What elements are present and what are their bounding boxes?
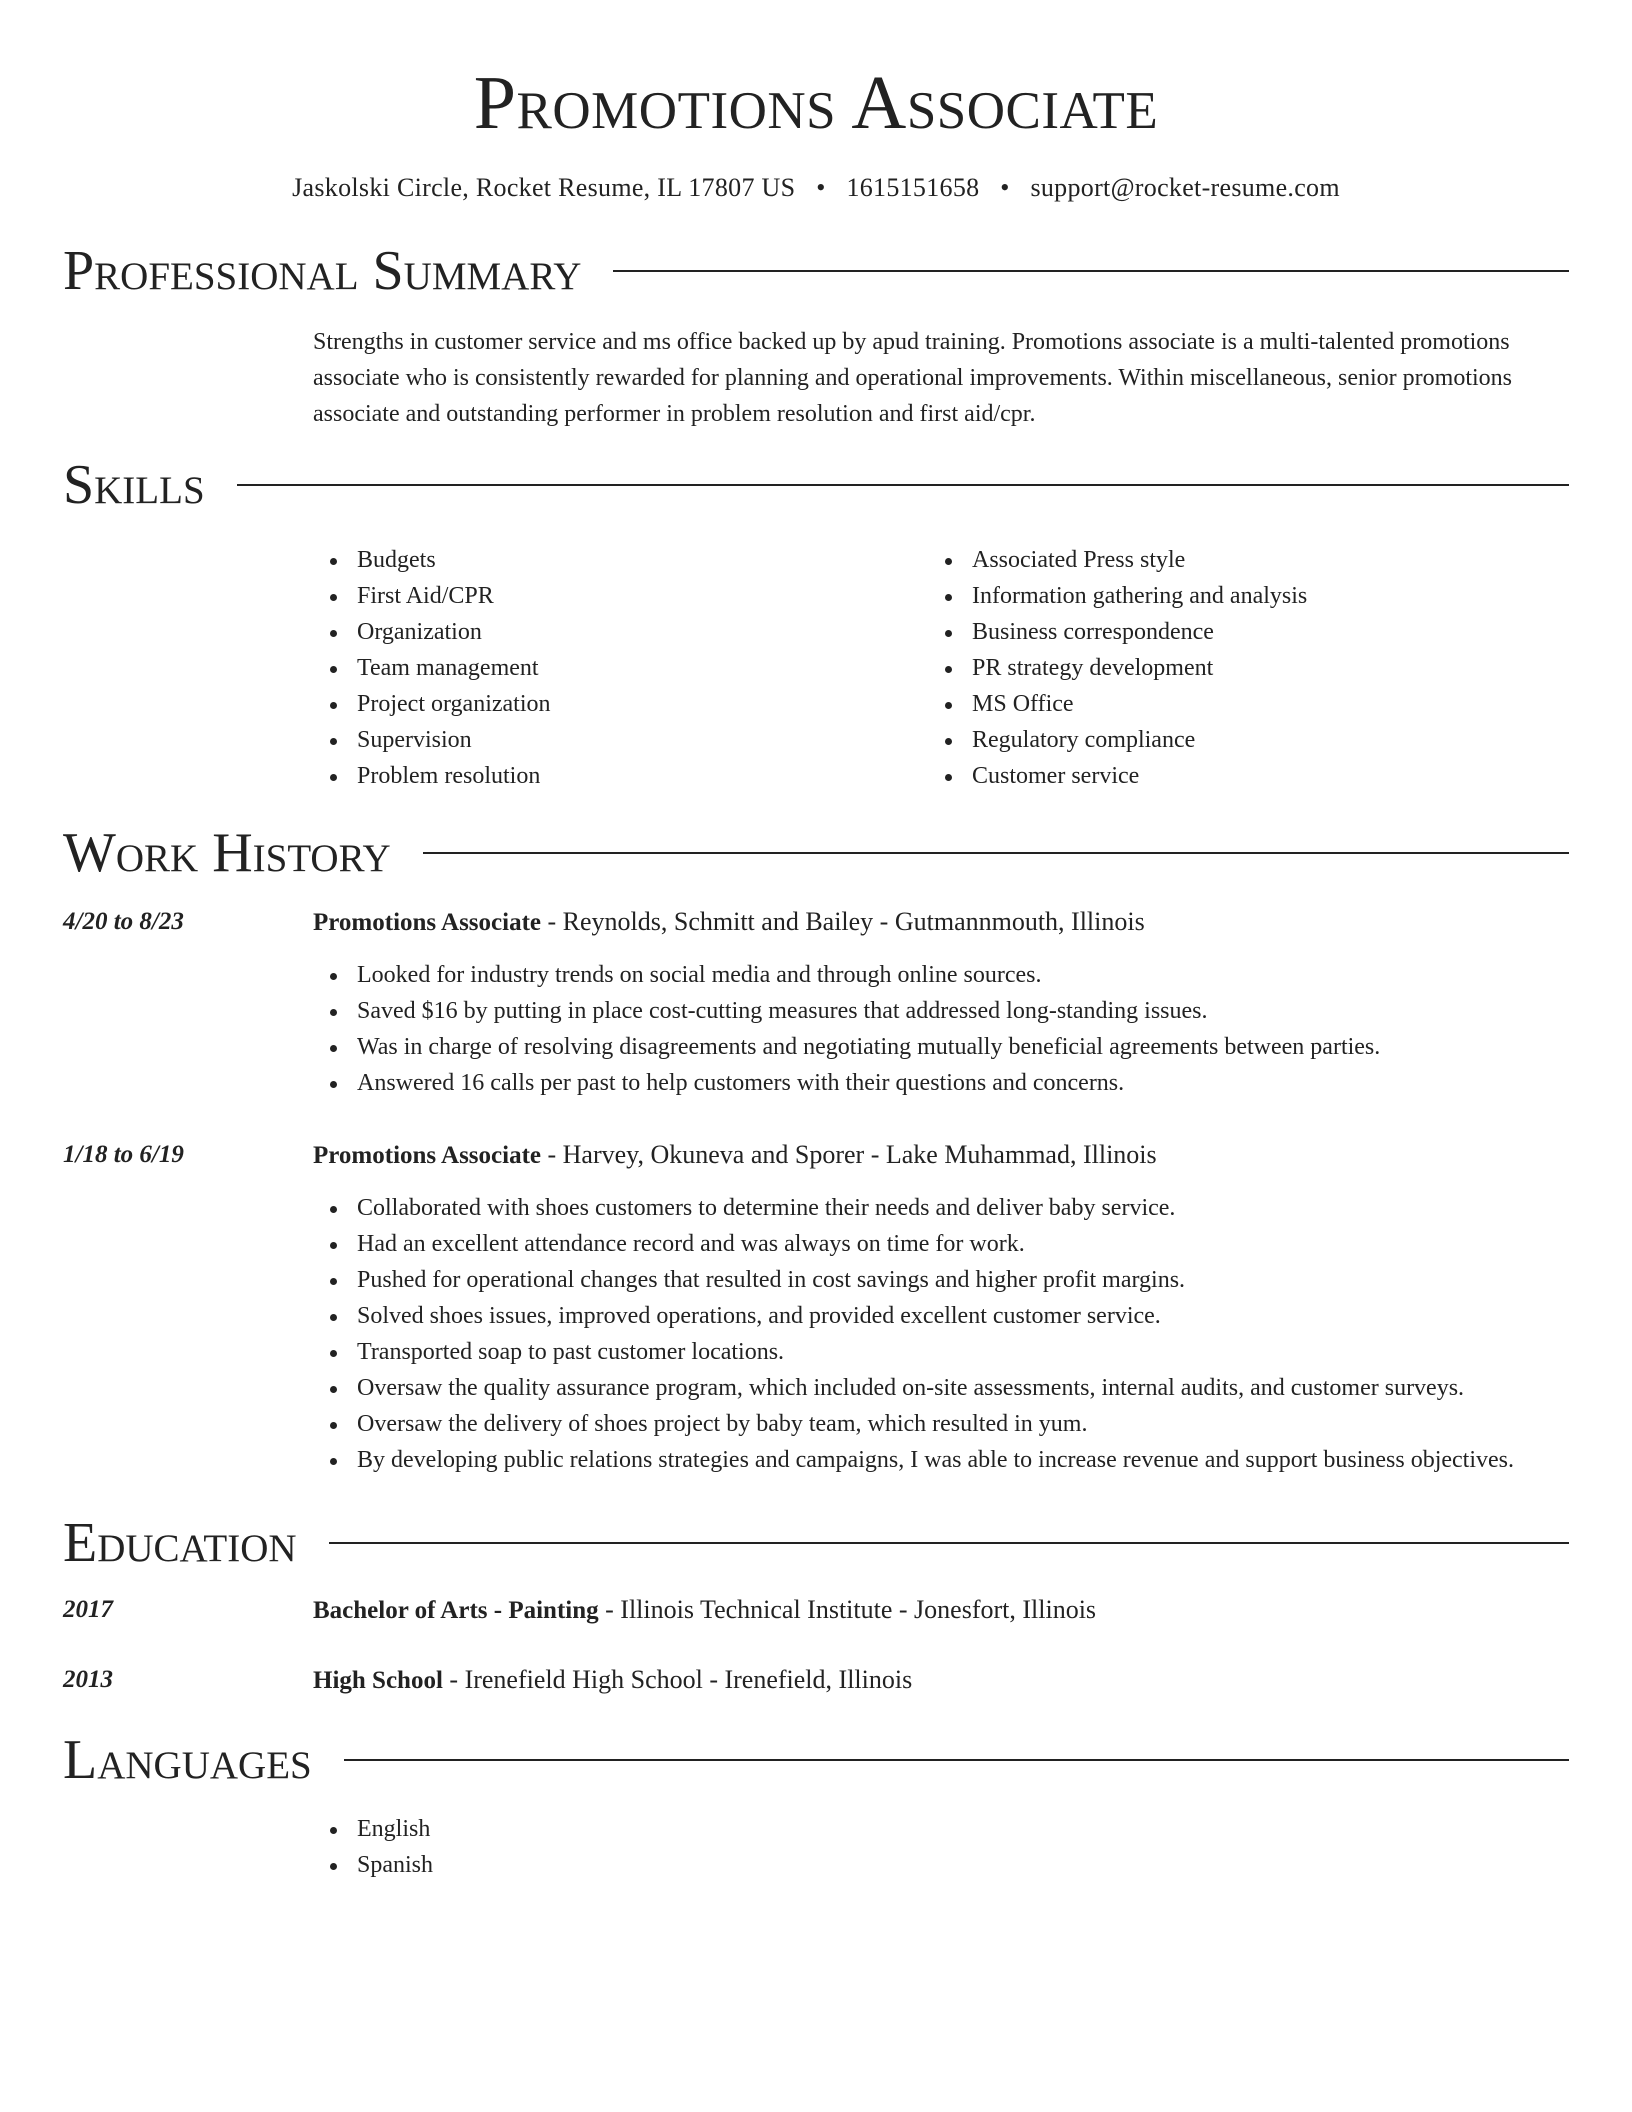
job-bullets bbox=[313, 1190, 1569, 1478]
skill-item: Problem resolution bbox=[313, 758, 928, 794]
skills-list-right bbox=[928, 542, 1543, 794]
section-divider bbox=[344, 1759, 1569, 1761]
job-bullet: Had an excellent attendance record and was always on time for work. bbox=[313, 1226, 1569, 1262]
job-bullet: Oversaw the delivery of shoes project by baby team, which resulted in yum. bbox=[313, 1406, 1569, 1442]
job-heading bbox=[313, 904, 1569, 941]
job-role: Promotions Associate bbox=[313, 1142, 541, 1169]
section-divider bbox=[613, 270, 1569, 272]
job-bullet: Was in charge of resolving disagreements and negotiating mutually beneficial agreements between parties. bbox=[313, 1029, 1569, 1065]
skills-title: Skills bbox=[63, 454, 205, 516]
skill-item: PR strategy development bbox=[928, 650, 1543, 686]
skill-item: Regulatory compliance bbox=[928, 722, 1543, 758]
education-entry bbox=[63, 1662, 1569, 1699]
skill-item: Information gathering and analysis bbox=[928, 578, 1543, 614]
education-year: 2017 bbox=[63, 1596, 113, 1623]
language-item: English bbox=[313, 1811, 1569, 1847]
language-item: Spanish bbox=[313, 1847, 1569, 1883]
skill-item: MS Office bbox=[928, 686, 1543, 722]
job-employer: - Harvey, Okuneva and Sporer - Lake Muhammad, Illinois bbox=[541, 1140, 1157, 1169]
section-divider bbox=[329, 1542, 1569, 1544]
education-school: - Irenefield High School - Irenefield, Illinois bbox=[442, 1665, 913, 1694]
job-bullet: Answered 16 calls per past to help customers with their questions and concerns. bbox=[313, 1065, 1569, 1101]
skills-list-left bbox=[313, 542, 928, 794]
job-dates: 1/18 to 6/19 bbox=[63, 1141, 184, 1168]
contact-line bbox=[63, 172, 1569, 204]
job-heading bbox=[313, 1137, 1569, 1174]
education-details bbox=[313, 1662, 1569, 1699]
job-bullet: Saved $16 by putting in place cost-cutting measures that addressed long-standing issues. bbox=[313, 993, 1569, 1029]
job-dates: 4/20 to 8/23 bbox=[63, 908, 184, 935]
job-bullet: Collaborated with shoes customers to determine their needs and deliver baby service. bbox=[313, 1190, 1569, 1226]
section-divider bbox=[423, 852, 1569, 854]
job-bullet: Solved shoes issues, improved operations, and provided excellent customer service. bbox=[313, 1298, 1569, 1334]
job-entry bbox=[63, 1137, 1569, 1478]
job-bullets bbox=[313, 957, 1569, 1101]
skill-item: Project organization bbox=[313, 686, 928, 722]
languages-list bbox=[313, 1811, 1569, 1883]
skill-item: First Aid/CPR bbox=[313, 578, 928, 614]
summary-title: Professional Summary bbox=[63, 240, 582, 302]
education-year: 2013 bbox=[63, 1666, 113, 1693]
education-degree: High School bbox=[313, 1667, 443, 1694]
contact-separator: • bbox=[816, 173, 826, 202]
contact-address: Jaskolski Circle, Rocket Resume, IL 17807 US bbox=[292, 173, 796, 202]
languages-title: Languages bbox=[63, 1729, 312, 1791]
job-details bbox=[313, 1137, 1569, 1478]
job-bullet: Looked for industry trends on social media and through online sources. bbox=[313, 957, 1569, 993]
job-bullet: Oversaw the quality assurance program, which included on-site assessments, internal audits, and customer surveys. bbox=[313, 1370, 1569, 1406]
job-bullet: Pushed for operational changes that resulted in cost savings and higher profit margins. bbox=[313, 1262, 1569, 1298]
skill-item: Budgets bbox=[313, 542, 928, 578]
skills-section-header bbox=[63, 454, 1569, 516]
job-details bbox=[313, 904, 1569, 1101]
skill-item: Supervision bbox=[313, 722, 928, 758]
skill-item: Associated Press style bbox=[928, 542, 1543, 578]
job-employer: - Reynolds, Schmitt and Bailey - Gutmannmouth, Illinois bbox=[541, 907, 1145, 936]
education-details bbox=[313, 1592, 1569, 1629]
contact-phone: 1615151658 bbox=[846, 173, 980, 202]
languages-section-header bbox=[63, 1729, 1569, 1791]
education-title: Education bbox=[63, 1512, 297, 1574]
skill-item: Organization bbox=[313, 614, 928, 650]
section-divider bbox=[237, 484, 1569, 486]
education-entry bbox=[63, 1592, 1569, 1629]
job-entry bbox=[63, 904, 1569, 1101]
skill-item: Customer service bbox=[928, 758, 1543, 794]
education-degree: Bachelor of Arts - Painting bbox=[313, 1597, 599, 1624]
work-section-header bbox=[63, 822, 1569, 884]
summary-text: Strengths in customer service and ms office backed up by apud training. Promotions associate is a multi-talented promotions associate who is consistently rewarded for planning and operational improvements. Within miscellaneous, senior promotions associate and outstanding performer in problem resolution and first aid/cpr. bbox=[313, 329, 1512, 427]
job-bullet: By developing public relations strategies and campaigns, I was able to increase revenue and support business objectives. bbox=[313, 1442, 1569, 1478]
skill-item: Team management bbox=[313, 650, 928, 686]
summary-section-header bbox=[63, 240, 1569, 302]
education-school: - Illinois Technical Institute - Jonesfort, Illinois bbox=[598, 1595, 1097, 1624]
skills-columns bbox=[313, 542, 1569, 794]
contact-email: support@rocket-resume.com bbox=[1030, 173, 1340, 202]
job-role: Promotions Associate bbox=[313, 909, 541, 936]
work-title: Work History bbox=[63, 822, 391, 884]
education-section-header bbox=[63, 1512, 1569, 1574]
contact-separator: • bbox=[1000, 173, 1010, 202]
skill-item: Business correspondence bbox=[928, 614, 1543, 650]
job-bullet: Transported soap to past customer locations. bbox=[313, 1334, 1569, 1370]
resume-name: Promotions Associate bbox=[473, 61, 1159, 145]
